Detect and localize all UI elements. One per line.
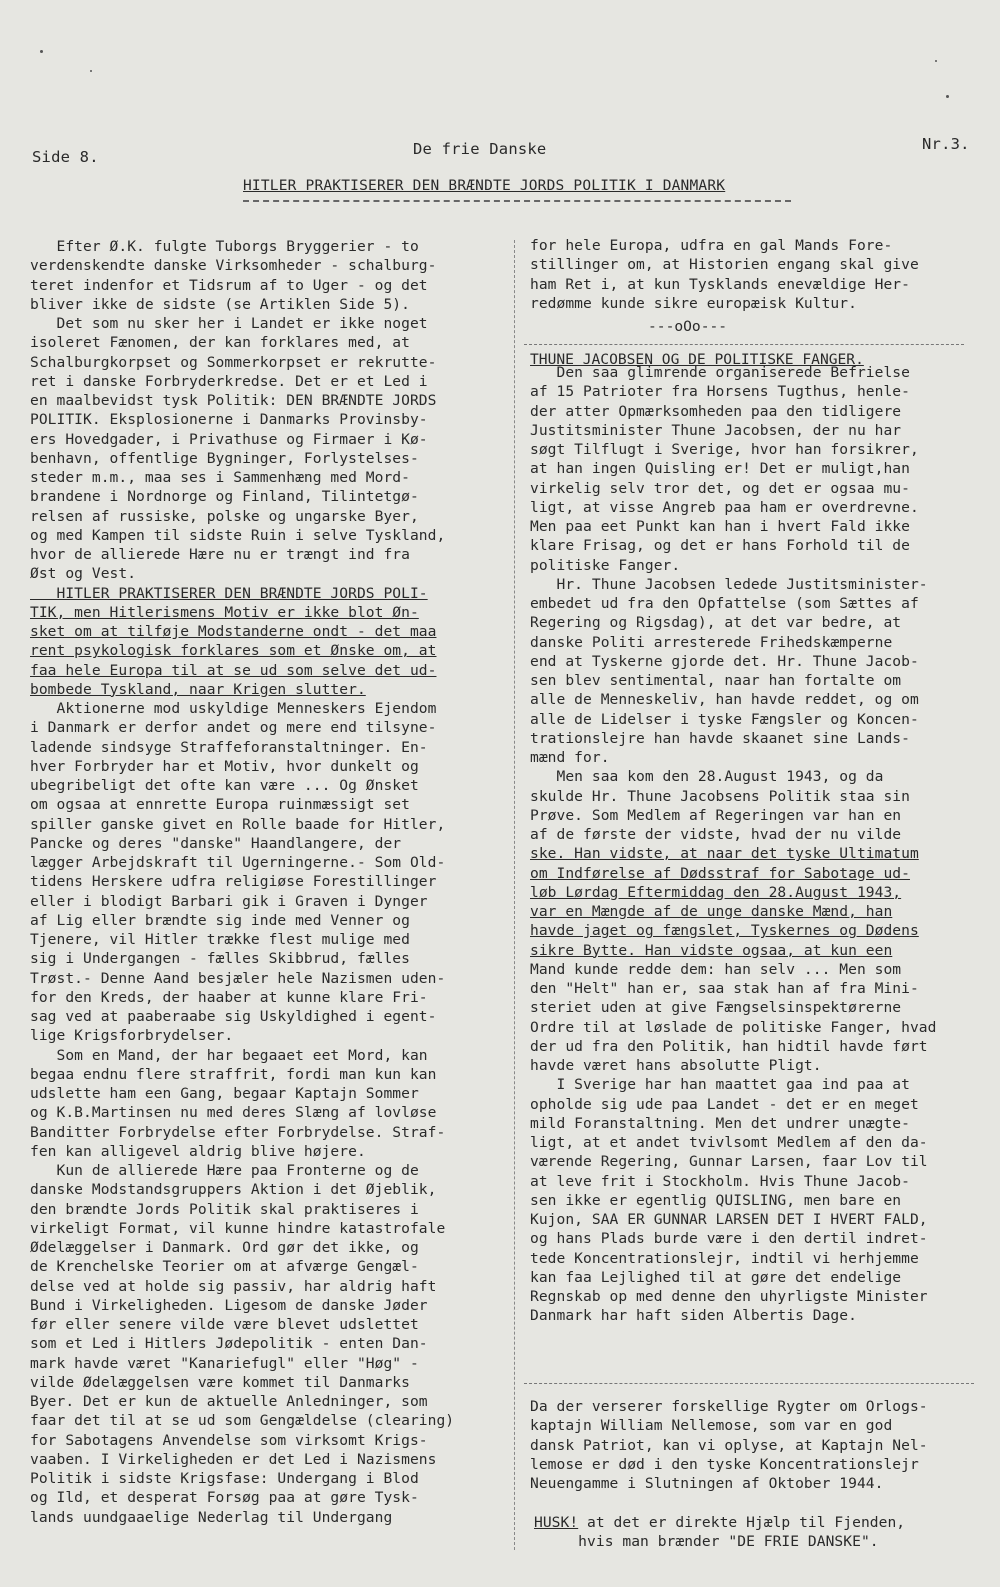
notice-line: kaptajn William Nellemose, som var en god <box>530 1417 893 1435</box>
article2-line: Men paa eet Punkt kan han i hvert Fald ikke <box>530 518 910 535</box>
left-column-line: ret i danske Forbryderkredse. Det er et Led i <box>30 372 428 390</box>
left-column-line: Efter Ø.K. fulgte Tuborgs Bryggerier - to <box>30 238 419 255</box>
article2-line: Den saa glimrende organiserede Befrielse <box>530 364 910 381</box>
article2-line: ske. Han vidste, at naar det tyske Ultimatum <box>530 845 919 863</box>
left-column-line: ers Hovedgader, i Privathuse og Firmaer i Kø- <box>30 430 428 448</box>
left-column-line: Politik i sidste Krigsfase: Undergang i Blod <box>30 1470 419 1487</box>
left-column-line: Pancke og deres "danske" Haandlangere, der <box>30 834 402 852</box>
reminder-line2: hvis man brænder "DE FRIE DANSKE". <box>534 1533 879 1551</box>
article2-line: Men saa kom den 28.August 1943, og da <box>530 768 884 786</box>
article2-line: mænd for. <box>530 749 610 766</box>
article2-line: havde været hans absolutte Pligt. <box>530 1057 822 1074</box>
article2-line: der ud fra den Politik, han hidtil havde ført <box>530 1037 928 1055</box>
reminder-line1: at det er direkte Hjælp til Fjenden, <box>578 1514 906 1531</box>
right-column-top-line: redømme kunde sikre europæisk Kultur. <box>530 294 857 312</box>
article2-line: skulde Hr. Thune Jacobsens Politik staa sin <box>530 787 910 805</box>
right-column-top-line: ham Ret i, at kun Tysklands enevældige Her- <box>530 275 910 293</box>
article2-line: kan faa Lejlighed til at gøre det endelige <box>530 1268 902 1286</box>
left-column-line: ladende sindsyge Straffeforanstaltninger. En- <box>30 738 428 756</box>
ink-speck <box>946 95 949 98</box>
left-column-line: mark havde været "Kanariefugl" eller "Høg" - <box>30 1354 419 1372</box>
article2-line: Hr. Thune Jacobsen ledede Justitsminister- <box>530 575 928 593</box>
left-column-line: rent psykologisk forklares som et Ønske om, at <box>30 642 437 660</box>
left-column-line: Ødelæggelser i Danmark. Ord gør det ikke, og <box>30 1239 419 1256</box>
left-column-line: Bund i Virkeligheden. Ligesom de danske Jøder <box>30 1296 428 1314</box>
article2-line: at leve frit i Stockholm. Hvis Thune Jacob- <box>530 1172 910 1190</box>
article2-line: steriet uden at give Fængselsinspektørerne <box>530 999 902 1017</box>
left-column-line: og Ild, et desperat Forsøg paa at gøre Tysk- <box>30 1489 419 1507</box>
left-column-line: hver Forbryder har et Motiv, hvor dunkelt og <box>30 757 419 775</box>
left-column-line: faar det til at se ud som Gengældelse (clearing) <box>30 1412 455 1430</box>
left-column-line: bliver ikke de sidste (se Artiklen Side 5). <box>30 295 410 313</box>
left-column-line: Aktionerne mod uskyldige Menneskers Ejendom <box>30 700 437 717</box>
left-column-line: steder m.m., maa ses i Sammenhæng med Mord- <box>30 469 410 486</box>
ink-speck <box>90 70 92 72</box>
notice-text <box>530 1397 928 1493</box>
left-column-line: lægger Arbejdskraft til Ugerningerne.- Som Old- <box>30 854 446 871</box>
article2-line: Prøve. Som Medlem af Regeringen var han en <box>530 806 902 824</box>
article2-line: trationslejre han havde skaanet sine Lands- <box>530 729 910 747</box>
left-column-line: for den Kreds, der haaber at kunne klare Fri- <box>30 988 428 1006</box>
left-column-line: Øst og Vest. <box>30 565 137 583</box>
left-column-line: Tjenere, vil Hitler trække flest mulige med <box>30 931 410 948</box>
right-column-top-line: for hele Europa, udfra en gal Mands Fore- <box>530 237 893 254</box>
left-column-line: før eller senere vilde være blevet udslettet <box>30 1316 419 1333</box>
left-column-line: og med Kampen til sidste Ruin i selve Tyskland, <box>30 526 446 544</box>
article2-line: virkelig selv tror det, og det er ogsaa mu- <box>530 479 910 497</box>
section-separator: ---oOo--- <box>648 318 728 335</box>
article2-line: politiske Fanger. <box>530 556 681 574</box>
article2-line: ligt, at visse Angreb paa ham er overdrevne. <box>530 498 919 516</box>
article2-line: af 15 Patrioter fra Horsens Tugthus, henle- <box>530 383 910 401</box>
left-column-line: de Krenchelske Teorier om at afværge Gengæl- <box>30 1258 419 1276</box>
article2-line: alle de Lidelser i tyske Fængsler og Koncen- <box>530 710 919 728</box>
left-column-line: lige Krigsforbrydelser. <box>30 1027 234 1045</box>
left-column-line: en maalbevidst tysk Politik: DEN BRÆNDTE JORDS <box>30 392 437 409</box>
left-column-line: og K.B.Martinsen nu med deres Slæng af lovløse <box>30 1104 437 1122</box>
article2-line: Danmark har haft siden Albertis Dage. <box>530 1307 857 1325</box>
article2-line: sikre Bytte. Han vidste ogsaa, at kun een <box>530 941 893 959</box>
left-column-line: ubegribeligt det ofte kan være ... Og Ønsket <box>30 777 419 794</box>
left-column-line: danske Modstandsgruppers Aktion i det Øjeblik, <box>30 1181 437 1199</box>
left-column-line: TIK, men Hitlerismens Motiv er ikke blot Øn- <box>30 603 419 621</box>
left-column-line: bombede Tyskland, naar Krigen slutter. <box>30 680 366 698</box>
notice-line: Da der verserer forskellige Rygter om Orlogs- <box>530 1398 928 1415</box>
left-column-line: for Sabotagens Anvendelse som virksomt Krigs- <box>30 1431 428 1449</box>
page-number: Side 8. <box>32 148 99 166</box>
article2-line: om Indførelse af Dødsstraf for Sabotage ud- <box>530 864 910 882</box>
left-column-line: sket om at tilføje Modstanderne ondt - det maa <box>30 623 437 640</box>
left-column-line: brandene i Nordnorge og Finland, Tilintetgø- <box>30 488 419 506</box>
article2-line: Ordre til at løslade de politiske Fanger, hvad <box>530 1018 937 1036</box>
left-column-line: hvor de allierede Hære nu er trængt ind fra <box>30 546 410 563</box>
article2-line: danske Politi arresterede Frihedskæmperne <box>530 633 893 651</box>
left-column-line: lands uundgaaelige Nederlag til Undergang <box>30 1508 393 1526</box>
left-column-line: spiller ganske givet en Rolle baade for Hitler, <box>30 815 446 833</box>
left-column-line: Som en Mand, der har begaaet eet Mord, kan <box>30 1046 428 1064</box>
article2-line: sen ikke er egentlig QUISLING, men bare en <box>530 1191 902 1209</box>
left-column-line: udslette ham een Gang, begaar Kaptajn Sommer <box>30 1085 419 1102</box>
left-column-line: verdenskendte danske Virksomheder - schalburg- <box>30 257 437 275</box>
section-rule <box>524 344 964 345</box>
left-column-line: Kun de allierede Hære paa Fronterne og de <box>30 1162 419 1179</box>
article2-line: klare Frisag, og det er hans Forhold til de <box>530 537 910 555</box>
left-column-line: som et Led i Hitlers Jødepolitik - enten Dan- <box>30 1335 428 1353</box>
article2-text <box>530 363 936 1326</box>
left-column-text <box>30 237 454 1527</box>
left-column-line: Trøst.- Denne Aand besjæler hele Nazismen uden- <box>30 969 446 987</box>
left-column-line: i Danmark er derfor andet og mere end tilsyne- <box>30 719 437 737</box>
article2-line: I Sverige har han maattet gaa ind paa at <box>530 1076 910 1094</box>
left-column-line: sig i Undergangen - fælles Skibbrud, fælles <box>30 950 410 968</box>
article-headline: HITLER PRAKTISERER DEN BRÆNDTE JORDS POLITIK I DANMARK <box>243 178 726 194</box>
left-column-line: virkeligt Format, vil kunne hindre katastrofale <box>30 1219 446 1237</box>
article2-line: løb Lørdag Eftermiddag den 28.August 1943, <box>530 883 902 901</box>
left-column-line: POLITIK. Eksplosionerne i Danmarks Provinsby- <box>30 411 428 429</box>
right-column-top-line: stillinger om, at Historien engang skal give <box>530 256 919 274</box>
left-column-line: benhavn, offentlige Bygninger, Forlystelses- <box>30 449 419 467</box>
notice-line: dansk Patriot, kan vi oplyse, at Kaptajn Nel- <box>530 1436 928 1454</box>
left-column-line: faa hele Europa til at se ud som selve det ud- <box>30 661 437 679</box>
ink-speck <box>935 60 937 62</box>
left-column-line: fen kan alligevel aldrig blive højere. <box>30 1142 366 1160</box>
paper-name: De frie Danske <box>413 140 547 158</box>
left-column-line: Banditter Forbrydelse efter Forbrydelse. Straf- <box>30 1123 446 1141</box>
article2-line: ligt, at et andet tvivlsomt Medlem af den da- <box>530 1134 928 1151</box>
ink-speck <box>40 50 43 53</box>
article2-line: sen blev sentimental, naar han fortalte om <box>530 672 902 689</box>
article2-line: værende Regering, Gunnar Larsen, faar Lov til <box>530 1153 928 1171</box>
article2-line: Regering og Rigsdag), at det var bedre, at <box>530 614 902 632</box>
left-column-line: vaaben. I Virkeligheden er det Led i Nazismens <box>30 1450 437 1468</box>
left-column-line: tidens Herskere udfra religiøse Forestillinger <box>30 873 437 891</box>
reminder-label: HUSK! <box>534 1514 579 1531</box>
left-column-line: eller i blodigt Barbari gik i Graven i Dynger <box>30 892 428 910</box>
article2-line: end at Tyskerne gjorde det. Hr. Thune Jacob- <box>530 652 919 670</box>
article2-line: Kujon, SAA ER GUNNAR LARSEN DET I HVERT FALD, <box>530 1211 928 1228</box>
left-column-line: Det som nu sker her i Landet er ikke noget <box>30 315 428 332</box>
left-column-line: Byer. Det er kun de aktuelle Anledninger, som <box>30 1393 428 1410</box>
left-column-line: begaa endnu flere straffrit, fordi man kun kan <box>30 1065 437 1083</box>
article2-headline: THUNE JACOBSEN OG DE POLITISKE FANGER. <box>530 351 864 368</box>
left-column-line: Schalburgkorpset og Sommerkorpset er rekrutte- <box>30 353 437 371</box>
column-divider <box>514 240 515 1550</box>
article2-line: den "Helt" han er, saa stak han af fra Mini- <box>530 980 919 997</box>
left-column-line: isoleret Fænomen, der kan forklares med, at <box>30 334 410 352</box>
left-column-line: relsen af russiske, polske og ungarske Byer, <box>30 507 419 525</box>
left-column-line: teret indenfor et Tidsrum af to Uger - og det <box>30 276 428 294</box>
article2-line: søgt Tilflugt i Sverige, hvor han forsikrer, <box>530 441 919 458</box>
notice-rule <box>524 1383 974 1384</box>
article2-line: embedet ud fra den Opfattelse (som Sættes af <box>530 595 919 612</box>
reminder-box <box>534 1513 905 1552</box>
article2-line: der atter Opmærksomheden paa den tidligere <box>530 402 902 420</box>
article2-line: havde jaget og fængslet, Tyskernes og Dødens <box>530 922 919 940</box>
left-column-line: vilde Ødelæggelsen være kommet til Danmarks <box>30 1373 410 1391</box>
article2-line: og hans Plads burde være i den dertil indret- <box>530 1230 928 1248</box>
article2-line: Justitsminister Thune Jacobsen, der nu har <box>530 421 902 439</box>
article2-line: at han ingen Quisling er! Det er muligt,han <box>530 460 910 478</box>
left-column-line: HITLER PRAKTISERER DEN BRÆNDTE JORDS POLI- <box>30 584 428 602</box>
left-column-line: sag ved at paaberaabe sig Uskyldighed i egent- <box>30 1008 437 1025</box>
notice-line: lemose er død i den tyske Koncentrationslejr <box>530 1455 919 1473</box>
left-column-line: af Lig eller brændte sig inde med Venner og <box>30 911 410 929</box>
article2-line: Regnskab op med denne den uhyrligste Minister <box>530 1288 928 1305</box>
article2-line: tede Koncentrationslejr, indtil vi herhjemme <box>530 1249 919 1267</box>
article2-line: Mand kunde redde dem: han selv ... Men som <box>530 960 902 978</box>
left-column-line: delse ved at holde sig passiv, har aldrig haft <box>30 1277 437 1295</box>
left-column-line: om ogsaa at ennrette Europa ruinmæssigt set <box>30 796 410 814</box>
issue-number: Nr.3. <box>922 135 970 153</box>
article2-line: af de første der vidste, hvad der nu vilde <box>530 826 902 843</box>
article2-line: var en Mængde af de unge danske Mænd, han <box>530 903 893 920</box>
left-column-line: den brændte Jords Politik skal praktiseres i <box>30 1200 419 1218</box>
article2-line: opholde sig ude paa Landet - det er en meget <box>530 1095 919 1113</box>
headline-rule <box>243 200 791 202</box>
notice-line: Neuengamme i Slutningen af Oktober 1944. <box>530 1475 884 1492</box>
article2-line: alle de Menneskeliv, han havde reddet, og om <box>530 691 919 709</box>
right-column-continuation <box>530 236 919 313</box>
article2-line: mild Foranstaltning. Men det undrer unægte- <box>530 1114 910 1132</box>
